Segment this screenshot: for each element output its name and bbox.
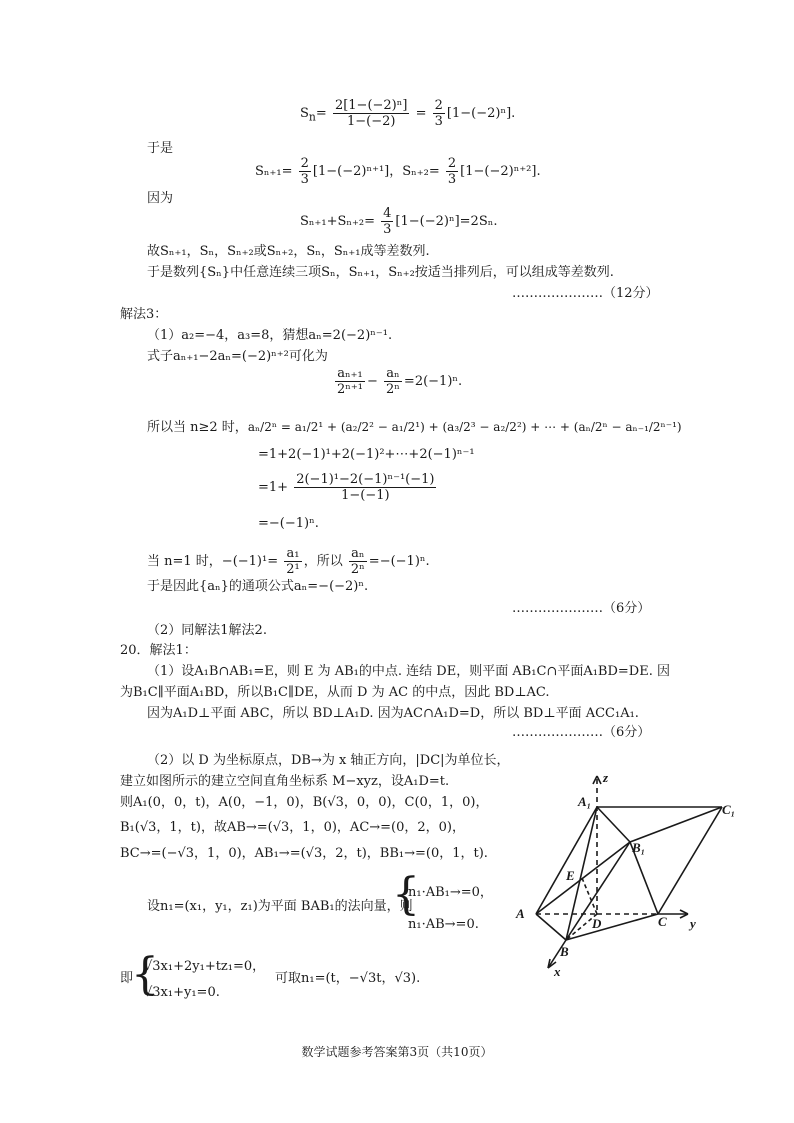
- label-a1: A₁: [578, 794, 592, 809]
- label-b1: B₁: [632, 840, 646, 855]
- score-6-a: …………………（6分）: [512, 601, 651, 616]
- method3-general-term: 于是因此{aₙ}的通项公式aₙ=−(−2)ⁿ.: [147, 579, 369, 594]
- system1-eq-b: n₁·AB→=0.: [408, 917, 479, 932]
- system1-eq-a: n₁·AB₁→=0，: [408, 885, 493, 900]
- label-c: C: [658, 914, 667, 929]
- system-brace-1: {: [392, 869, 420, 920]
- label-e: E: [566, 868, 575, 883]
- page-footer: 数学试题参考答案第3页（共10页）: [301, 1045, 493, 1059]
- sn-formula: $S_n=$ $\frac{\text{2[1−(−2)ⁿ]}}{1-(-2)}$ = $\frac{2}{3}$ [1−(−2)ⁿ].: [300, 98, 516, 129]
- q20-p2: 为B₁C∥平面A₁BD，所以B₁C∥DE，从而 D 为 AC 的中点，因此 BD⊥AC.: [120, 685, 550, 700]
- method3-sum-lead: 所以当 n≥2 时，aₙ/2ⁿ = a₁/2¹ + (a₂/2² − a₁/2¹) + (a₃/2³ − a₂/2²) + ⋯ + (aₙ/2ⁿ − aₙ₋₁/2ⁿ⁻¹): [147, 420, 682, 435]
- method3-sum-line3: =1+ $\frac{\text{2(−1)¹−2(−1)ⁿ⁻¹(−1)}}{1-(-1)}$: [258, 472, 435, 503]
- q20-p6: 则A₁(0，0，t)，A(0，−1，0)，B(√3，0，0)，C(0，1，0)，: [120, 795, 489, 810]
- conclusion-line: 故Sₙ₊₁，Sₙ，Sₙ₊₂或Sₙ₊₂，Sₙ，Sₙ₊₁成等差数列.: [147, 244, 430, 259]
- sn1-sn2-formula: Sₙ₊₁= $\frac{2}{3}$ [1−(−2)ⁿ⁺¹]，Sₙ₊₂= $\frac{2}{3}$ [1−(−2)ⁿ⁺²].: [255, 156, 541, 187]
- system-brace-2: {: [131, 949, 159, 1000]
- method3-n1-case: 当 n=1 时，−(−1)¹= $\frac{\text{a₁}}{\text{2¹}}$ ，所以 $\frac{\text{aₙ}}{\text{2ⁿ}}$ =−(−1)ⁿ.: [147, 546, 430, 577]
- method3-sum-line4: =−(−1)ⁿ.: [258, 516, 319, 531]
- method3-eq1: $\frac{\text{aₙ₊₁}}{\text{2ⁿ⁺¹}}$ − $\frac{\text{aₙ}}{\text{2ⁿ}}$ =2(−1)ⁿ.: [337, 366, 463, 397]
- sum-formula: Sₙ₊₁+Sₙ₊₂= $\frac{4}{3}$ [1−(−2)ⁿ]=2Sₙ.: [300, 206, 498, 237]
- q20-title: 20．解法1：: [120, 643, 197, 658]
- yushi-label: 于是: [147, 141, 174, 156]
- q20-p9: 设n₁=(x₁，y₁，z₁)为平面 BAB₁的法向量，则: [147, 899, 413, 914]
- score-6-b: …………………（6分）: [512, 725, 651, 740]
- method3-part2: （2）同解法1解法2.: [147, 623, 267, 638]
- yinwei-label: 因为: [147, 191, 174, 206]
- method3-title: 解法3：: [120, 307, 168, 322]
- label-a: A: [516, 906, 525, 921]
- label-b: B: [560, 944, 569, 959]
- label-x: x: [554, 964, 561, 979]
- q20-p8: BC→=(−√3，1，0)，AB₁→=(√3，2，t)，BB₁→=(0，1，t).: [120, 846, 488, 861]
- q20-p11: 可取n₁=(t，−√3t，√3).: [275, 971, 421, 986]
- q20-p5: 建立如图所示的建立空间直角坐标系 M−xyz，设A₁D=t.: [120, 774, 450, 789]
- system2-eq-a: √3x₁+2y₁+tz₁=0，: [144, 959, 266, 974]
- prism-figure: [510, 770, 736, 980]
- score-12: …………………（12分）: [512, 286, 659, 301]
- method3-p2: 式子aₙ₊₁−2aₙ=(−2)ⁿ⁺²可化为: [147, 349, 328, 364]
- label-y: y: [690, 916, 696, 931]
- q20-p1: （1）设A₁B∩AB₁=E，则 E 为 AB₁的中点. 连结 DE，则平面 AB₁C∩平面A₁BD=DE. 因: [147, 664, 670, 679]
- label-c1: C₁: [722, 802, 736, 817]
- label-d: D: [592, 916, 602, 931]
- q20-p3: 因为A₁D⊥平面 ABC，所以 BD⊥A₁D. 因为AC∩A₁D=D，所以 BD⊥平面 ACC₁A₁.: [147, 706, 639, 721]
- q20-ji: 即: [120, 971, 134, 986]
- method3-sum-line2: =1+2(−1)¹+2(−1)²+⋯+2(−1)ⁿ⁻¹: [258, 447, 475, 462]
- q20-p7: B₁(√3，1，t)，故AB→=(√3，1，0)，AC→=(0，2，0)，: [120, 820, 466, 835]
- system2-eq-b: √3x₁+y₁=0.: [144, 985, 220, 1000]
- q20-p4: （2）以 D 为坐标原点，DB→为 x 轴正方向，|DC|为单位长，: [147, 753, 510, 768]
- conclusion-line-2: 于是数列{Sₙ}中任意连续三项Sₙ，Sₙ₊₁，Sₙ₊₂按适当排列后，可以组成等差数列.: [147, 265, 614, 280]
- method3-p1: （1）a₂=−4，a₃=8，猜想aₙ=2(−2)ⁿ⁻¹.: [147, 328, 393, 343]
- label-z: z: [603, 770, 609, 785]
